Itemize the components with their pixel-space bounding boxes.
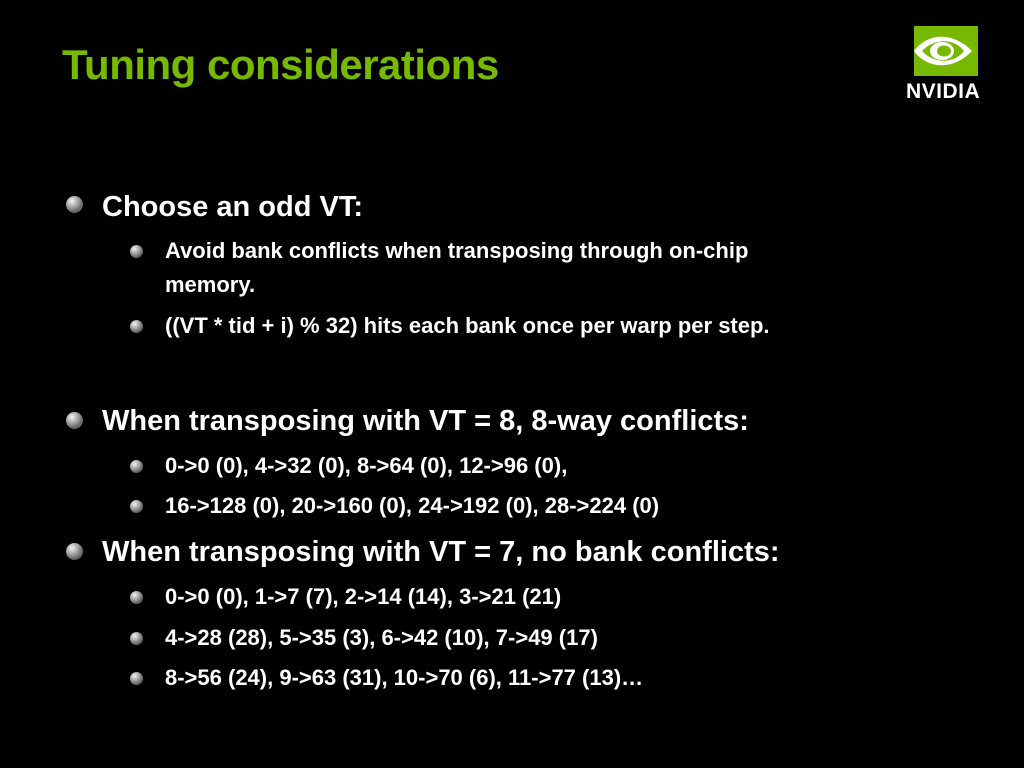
bullet-item: When transposing with VT = 8, 8-way conflicts: — [102, 405, 749, 437]
sub-bullet-icon — [130, 460, 143, 473]
bullet-item: When transposing with VT = 7, no bank conflicts: — [102, 536, 780, 568]
sub-bullet-icon — [130, 632, 143, 645]
sub-bullet-icon — [130, 500, 143, 513]
sub-bullet-icon — [130, 320, 143, 333]
bullet-icon — [66, 412, 83, 429]
sub-bullet-item: 8->56 (24), 9->63 (31), 10->70 (6), 11->77 (13)… — [165, 665, 644, 690]
bullet-item: Choose an odd VT: — [102, 191, 363, 223]
sub-bullet-item: 0->0 (0), 1->7 (7), 2->14 (14), 3->21 (21) — [165, 584, 562, 609]
bullet-icon — [66, 543, 83, 560]
sub-bullet-item: 16->128 (0), 20->160 (0), 24->192 (0), 28->224 (0) — [165, 493, 660, 518]
sub-bullet-icon — [130, 672, 143, 685]
slide-title: Tuning considerations — [62, 41, 499, 88]
nvidia-wordmark: NVIDIA — [906, 80, 981, 103]
sub-bullet-icon — [130, 245, 143, 258]
sub-bullet-icon — [130, 591, 143, 604]
sub-bullet-item: Avoid bank conflicts when transposing through on-chip — [165, 238, 749, 263]
sub-bullet-continuation: memory. — [165, 272, 256, 297]
sub-bullet-item: 4->28 (28), 5->35 (3), 6->42 (10), 7->49 (17) — [165, 625, 598, 650]
sub-bullet-item: ((VT * tid + i) % 32) hits each bank once per warp per step. — [165, 313, 770, 338]
bullet-icon — [66, 196, 83, 213]
sub-bullet-item: 0->0 (0), 4->32 (0), 8->64 (0), 12->96 (0), — [165, 453, 568, 478]
